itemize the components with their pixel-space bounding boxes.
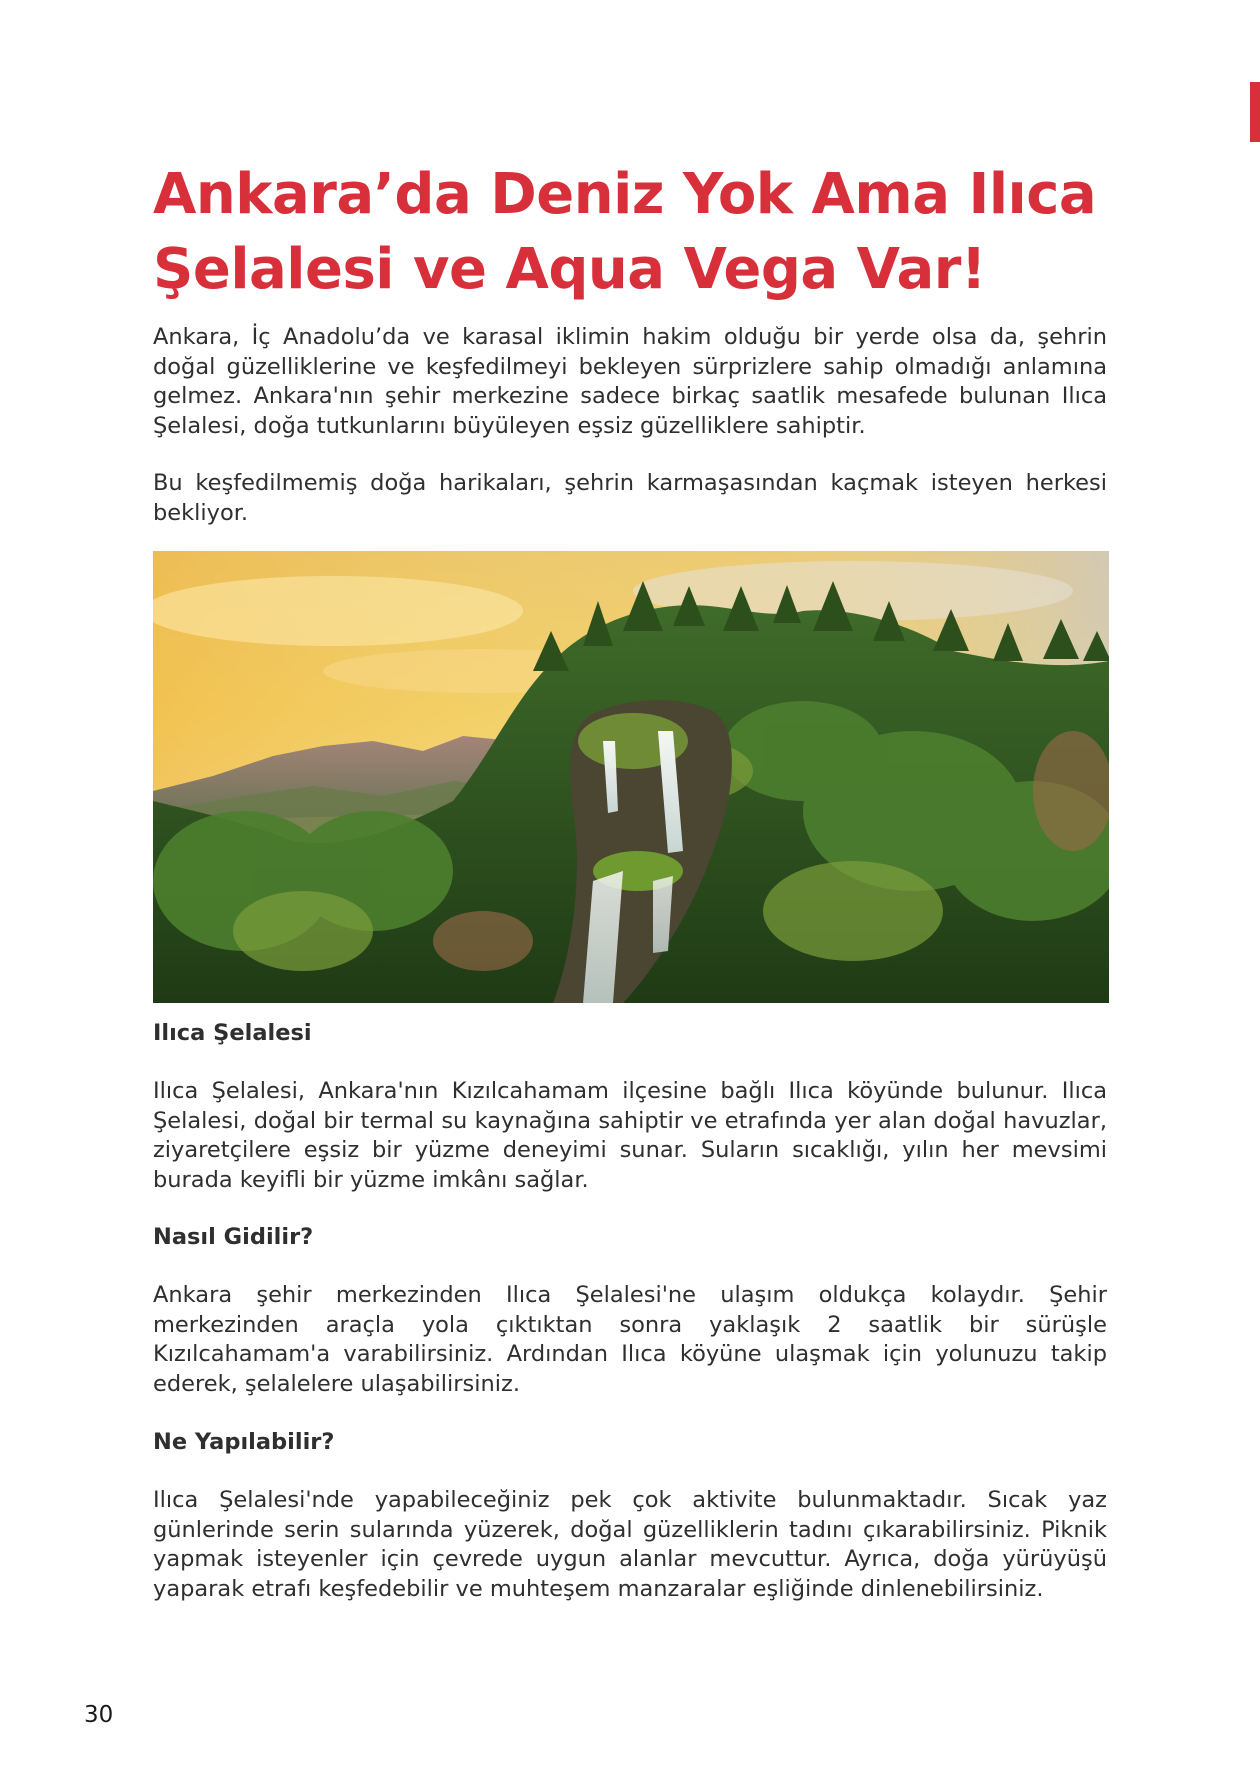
section-body: Ankara şehir merkezinden Ilıca Şelalesi'ne ulaşım oldukça kolaydır. Şehir merkezinden araçla yola çıktıktan sonra yaklaşık 2 saatlik bir sürüşle Kızılcahamam'a varabilirsiniz. Ardından Ilıca köyüne ulaşmak için yolunuzu takip ederek, şelalelere ulaşabilirsiniz. bbox=[153, 1282, 1107, 1397]
section-heading: Ilıca Şelalesi bbox=[153, 1020, 312, 1046]
page-number: 30 bbox=[84, 1702, 114, 1728]
section-heading: Ne Yapılabilir? bbox=[153, 1429, 335, 1455]
section-body: Ilıca Şelalesi, Ankara'nın Kızılcahamam ilçesine bağlı Ilıca köyünde bulunur. Ilıca Şelalesi, doğal bir termal su kaynağına sahiptir ve etrafında yer alan doğal havuzlar, ziyaretçilere eşsiz bir yüzme deneyimi sunar. Suların sıcaklığı, yılın her mevsimi burada keyifli bir yüzme imkânı sağlar. bbox=[153, 1078, 1107, 1193]
article-title: Ankara’da Deniz Yok Ama Ilıca Şelalesi ve Aqua Vega Var! bbox=[153, 162, 1097, 302]
section-heading: Nasıl Gidilir? bbox=[153, 1224, 314, 1250]
waterfall-photo bbox=[153, 551, 1109, 1003]
page-edge-tab bbox=[1250, 82, 1260, 142]
section-body: Ilıca Şelalesi'nde yapabileceğiniz pek çok aktivite bulunmaktadır. Sıcak yaz günlerinde serin sularında yüzerek, doğal güzelliklerin tadını çıkarabilirsiniz. Piknik yapmak isteyenler için çevrede uygun alanlar mevcuttur. Ayrıca, doğa yürüyüşü yaparak etrafı keşfedebilir ve muhteşem manzaralar eşliğinde dinlenebilirsiniz. bbox=[153, 1487, 1107, 1602]
intro-paragraph-1: Ankara, İç Anadolu’da ve karasal iklimin hakim olduğu bir yerde olsa da, şehrin doğal güzelliklerine ve keşfedilmeyi bekleyen sürprizlere sahip olmadığı anlamına gelmez. Ankara'nın şehir merkezine sadece birkaç saatlik mesafede bulunan Ilıca Şelalesi, doğa tutkunlarını büyüleyen eşsiz güzelliklere sahiptir. bbox=[153, 324, 1107, 439]
intro-paragraph-2: Bu keşfedilmemiş doğa harikaları, şehrin karmaşasından kaçmak isteyen herkesi bekliyor. bbox=[153, 470, 1107, 526]
